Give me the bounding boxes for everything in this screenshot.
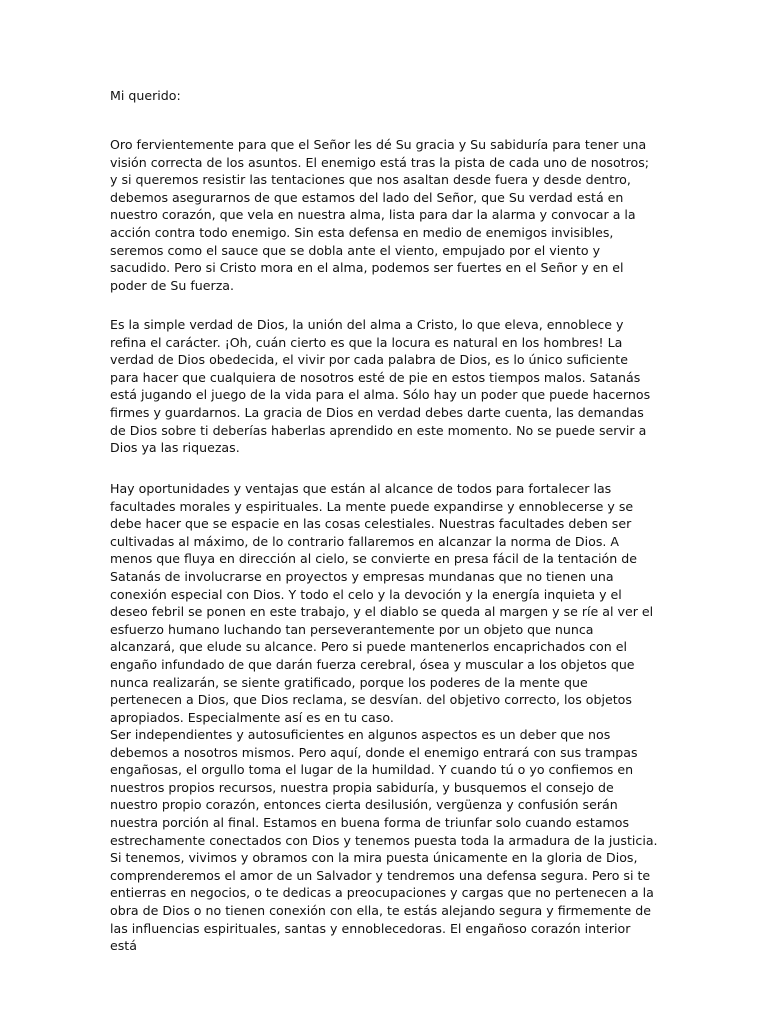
paragraph-1: Oro fervientemente para que el Señor les dé Su gracia y Su sabiduría para tener una visión correcta de los asuntos. El enemigo está tras la pista de cada uno de nosotros; y si queremos resistir las tentaciones que nos asaltan desde fuera y desde dentro, debemos asegurarnos de que estamos del lado del Señor, que Su verdad está en nuestro corazón, que vela en nuestra alma, lista para dar la alarma y convocar a la acción contra todo enemigo. Sin esta defensa en medio de enemigos invisibles, seremos como el sauce que se dobla ante el viento, empujado por el viento y sacudido. Pero si Cristo mora en el alma, podemos ser fuertes en el Señor y en el poder de Su fuerza.	[110, 137, 650, 293]
paragraph-3: Hay oportunidades y ventajas que están al alcance de todos para fortalecer las facultades morales y espirituales. La mente puede expandirse y ennoblecerse y se debe hacer que se espacie en las cosas celestiales. Nuestras facultades deben ser cultivadas al máximo, de lo contrario fallaremos en alcanzar la norma de Dios. A menos que fluya en dirección al cielo, se convierte en presa fácil de la tentación de Satanás de involucrarse en proyectos y empresas mundanas que no tienen una conexión especial con Dios. Y todo el celo y la devoción y la energía inquieta y el deseo febril se ponen en este trabajo, y el diablo se queda al margen y se ríe al ver el esfuerzo humano luchando tan perseverantemente por un objeto que nunca alcanzará, que elude su alcance. Pero si puede mantenerlos encaprichados con el engaño infundado de que darán fuerza cerebral, ósea y muscular a los objetos que nunca realizarán, se siente gratificado, porque los poderes de la mente que pertenecen a Dios, que Dios reclama, se desvían. del objetivo correcto, los objetos apropiados. Especialmente así es en tu caso.	[110, 481, 654, 725]
salutation: Mi querido:	[110, 88, 181, 103]
paragraph-2: Es la simple verdad de Dios, la unión del alma a Cristo, lo que eleva, ennoblece y refina el carácter. ¡Oh, cuán cierto es que la locura es natural en los hombres! La verdad de Dios obedecida, el vivir por cada palabra de Dios, es lo único suficiente para hacer que cualquiera de nosotros esté de pie en estos tiempos malos. Satanás está jugando el juego de la vida para el alma. Sólo hay un poder que puede hacernos firmes y guardarnos. La gracia de Dios en verdad debes darte cuenta, las demandas de Dios sobre ti deberías haberlas aprendido en este momento. No se puede servir a Dios ya las riquezas.	[110, 317, 651, 456]
paragraph-4: Ser independientes y autosuficientes en algunos aspectos es un deber que nos debemos a nosotros mismos. Pero aquí, donde el enemigo entrará con sus trampas engañosas, el orgullo toma el lugar de la humildad. Y cuando tú o yo confiemos en nuestros propios recursos, nuestra propia sabiduría, y busquemos el consejo de nuestro propio corazón, entonces cierta desilusión, vergüenza y confusión serán nuestra porción al final. Estamos en buena forma de triunfar solo cuando estamos estrechamente conectados con Dios y tenemos puesta toda la armadura de la justicia. Si tenemos, vivimos y obramos con la mira puesta únicamente en la gloria de Dios, comprenderemos el amor de un Salvador y tendremos una defensa segura. Pero si te entierras en negocios, o te dedicas a preocupaciones y cargas que no pertenecen a la obra de Dios o no tienen conexión con ella, te estás alejando segura y firmemente de las influencias espirituales, santas y ennoblecedoras. El engañoso corazón interior está	[110, 727, 658, 954]
